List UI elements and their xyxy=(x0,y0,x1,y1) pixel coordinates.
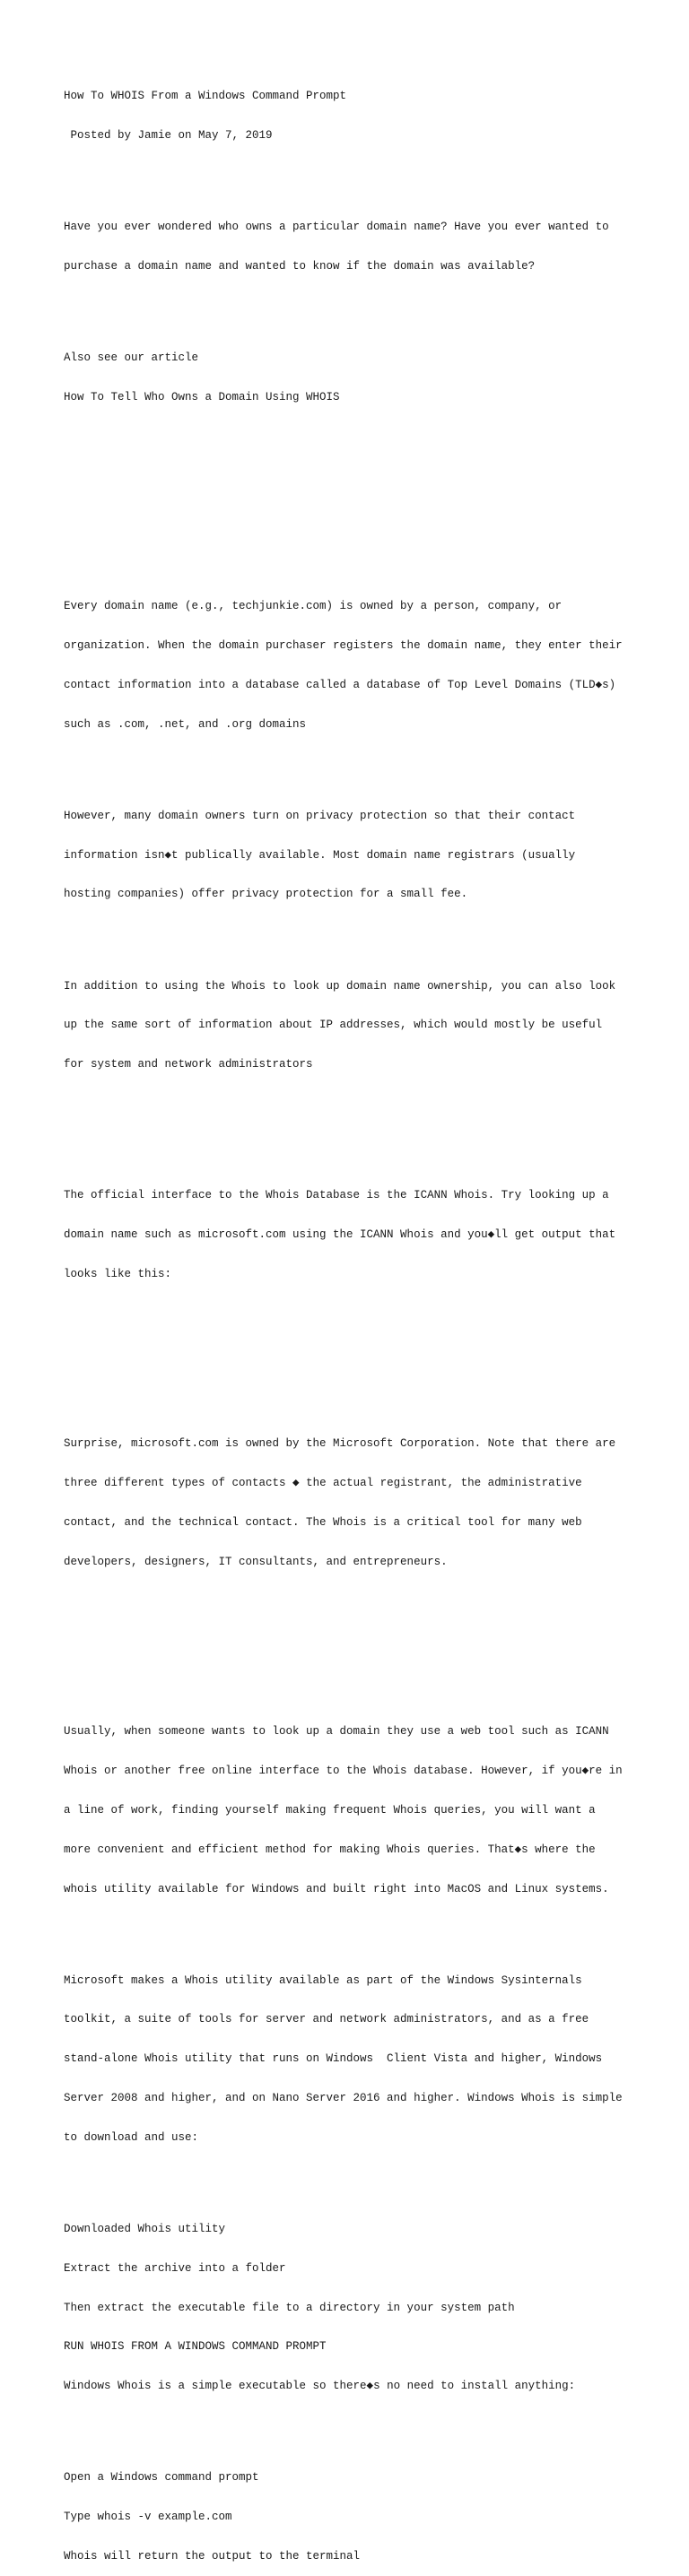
list-item: Extract the archive into a folder xyxy=(64,2261,286,2275)
paragraph-line: such as .com, .net, and .org domains xyxy=(64,717,307,731)
also-see-label: Also see our article xyxy=(64,351,199,365)
spacer xyxy=(64,1921,656,1935)
spacer xyxy=(64,169,656,182)
spacer xyxy=(64,548,656,561)
list-item: Type whois -v example.com xyxy=(64,2511,232,2524)
paragraph-line: The official interface to the Whois Database is the ICANN Whois. Try looking up a xyxy=(64,1189,609,1202)
paragraph-line: information isn◆t publically available. Most domain name registrars (usually xyxy=(64,848,576,862)
spacer xyxy=(64,1673,656,1687)
spacer xyxy=(64,1137,656,1150)
spacer xyxy=(64,1594,656,1608)
paragraph-line: contact information into a database called a database of Top Level Domains (TLD◆s) xyxy=(64,678,616,691)
spacer xyxy=(64,1385,656,1399)
paragraph-line: a line of work, finding yourself making frequent Whois queries, you will want a xyxy=(64,1803,596,1817)
article-byline: Posted by Jamie on May 7, 2019 xyxy=(64,128,273,142)
spacer xyxy=(64,430,656,444)
document-page xyxy=(64,64,656,2576)
paragraph-line: Have you ever wondered who owns a particular domain name? Have you ever wanted to xyxy=(64,221,609,234)
paragraph-line: domain name such as microsoft.com using the ICANN Whois and you◆ll get output that xyxy=(64,1227,616,1241)
also-see-article-link[interactable]: How To Tell Who Owns a Domain Using WHOIS xyxy=(64,390,340,403)
spacer xyxy=(64,1306,656,1320)
paragraph-line: Server 2008 and higher, and on Nano Server 2016 and higher. Windows Whois is simple xyxy=(64,2092,623,2105)
spacer xyxy=(64,927,656,941)
paragraph-line: Surprise, microsoft.com is owned by the Microsoft Corporation. Note that there are xyxy=(64,1437,616,1451)
paragraph-line: In addition to using the Whois to look up domain name ownership, you can also look xyxy=(64,979,616,993)
spacer xyxy=(64,2171,656,2184)
article-title: How To WHOIS From a Windows Command Prompt xyxy=(64,90,347,103)
list-item: Then extract the executable file to a directory in your system path xyxy=(64,2301,515,2314)
paragraph-line: contact, and the technical contact. The Whois is a critical tool for many web xyxy=(64,1515,582,1529)
list-item: Downloaded Whois utility xyxy=(64,2222,226,2235)
paragraph-line: developers, designers, IT consultants, and entrepreneurs. xyxy=(64,1555,448,1568)
section-heading: RUN WHOIS FROM A WINDOWS COMMAND PROMPT xyxy=(64,2340,327,2354)
list-item: Open a Windows command prompt xyxy=(64,2471,259,2485)
paragraph-line: for system and network administrators xyxy=(64,1058,313,1071)
paragraph-line: Windows Whois is a simple executable so there◆s no need to install anything: xyxy=(64,2380,576,2393)
paragraph-line: up the same sort of information about IP addresses, which would mostly be useful xyxy=(64,1019,603,1032)
spacer xyxy=(64,2419,656,2433)
paragraph-line: Whois or another free online interface to the Whois database. However, if you◆re in xyxy=(64,1765,623,1778)
spacer xyxy=(64,1634,656,1647)
paragraph-line: purchase a domain name and wanted to know if the domain was available? xyxy=(64,259,536,273)
paragraph-line: However, many domain owners turn on privacy protection so that their contact xyxy=(64,809,576,822)
spacer xyxy=(64,469,656,482)
paragraph-line: toolkit, a suite of tools for server and network administrators, and as a free xyxy=(64,2013,589,2026)
spacer xyxy=(64,1346,656,1359)
paragraph-line: three different types of contacts ◆ the actual registrant, the administrative xyxy=(64,1477,582,1490)
paragraph-line: Microsoft makes a Whois utility available as part of the Windows Sysinternals xyxy=(64,1973,582,1987)
paragraph-line: whois utility available for Windows and built right into MacOS and Linux systems. xyxy=(64,1882,609,1895)
paragraph-line: organization. When the domain purchaser registers the domain name, they enter their xyxy=(64,639,623,653)
spacer xyxy=(64,757,656,770)
paragraph-line: hosting companies) offer privacy protection for a small fee. xyxy=(64,888,468,901)
list-item: Whois will return the output to the terminal xyxy=(64,2549,361,2563)
spacer xyxy=(64,1097,656,1111)
paragraph-line: more convenient and efficient method for making Whois queries. That◆s where the xyxy=(64,1843,596,1856)
paragraph-line: stand-alone Whois utility that runs on Windows Client Vista and higher, Windows xyxy=(64,2052,603,2066)
paragraph-line: looks like this: xyxy=(64,1267,172,1280)
paragraph-line: Every domain name (e.g., techjunkie.com) is owned by a person, company, or xyxy=(64,600,563,613)
paragraph-line: to download and use: xyxy=(64,2130,199,2144)
spacer xyxy=(64,299,656,313)
paragraph-line: Usually, when someone wants to look up a domain they use a web tool such as ICANN xyxy=(64,1725,609,1739)
spacer xyxy=(64,508,656,522)
